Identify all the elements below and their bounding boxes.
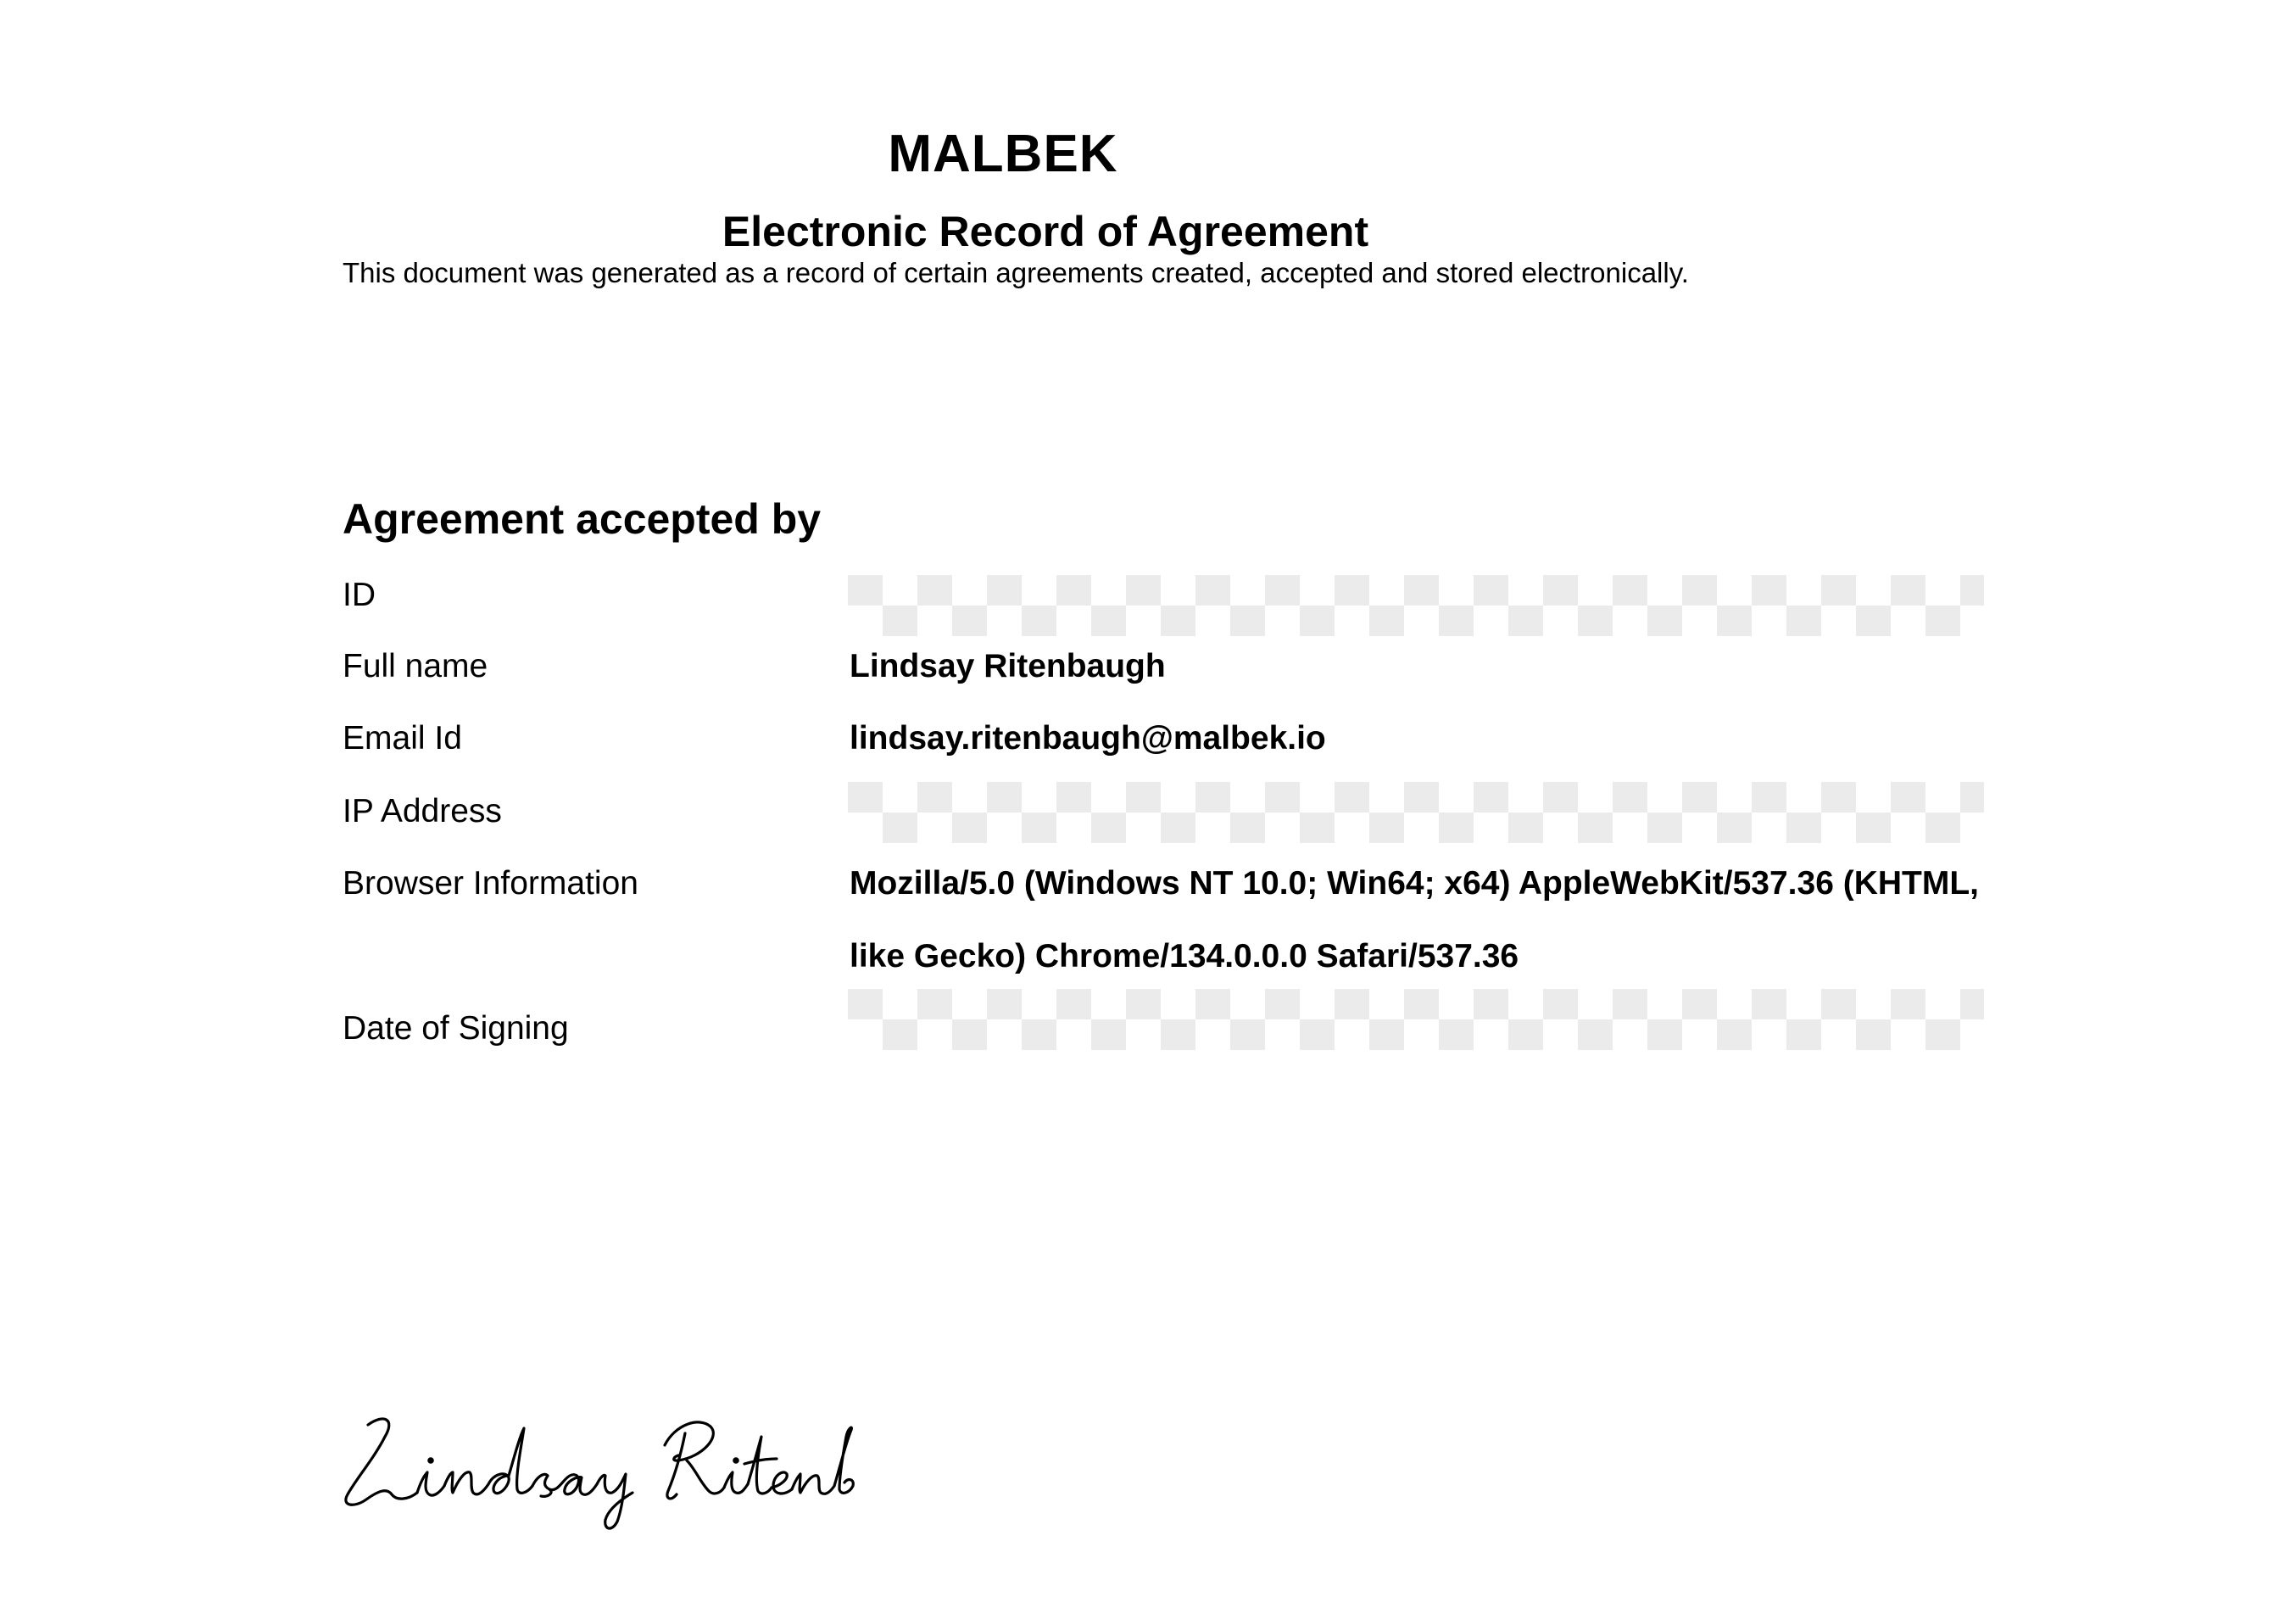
redacted-ip-value — [848, 782, 1984, 843]
field-label-ip-address: IP Address — [343, 793, 502, 829]
redacted-date-value — [848, 989, 1984, 1050]
document-title: Electronic Record of Agreement — [722, 208, 1369, 255]
field-label-id: ID — [343, 577, 376, 613]
field-label-email: Email Id — [343, 720, 462, 757]
section-title-accepted-by: Agreement accepted by — [343, 495, 822, 543]
redacted-id-value — [848, 575, 1984, 636]
handwritten-signature — [336, 1408, 861, 1535]
field-value-browser-line-1: Mozilla/5.0 (Windows NT 10.0; Win64; x64) AppleWebKit/537.36 (KHTML, — [850, 865, 1980, 902]
field-value-browser-line-2: like Gecko) Chrome/134.0.0.0 Safari/537.36 — [850, 938, 1519, 974]
field-label-date-of-signing: Date of Signing — [343, 1010, 569, 1047]
field-label-full-name: Full name — [343, 648, 488, 684]
field-label-browser: Browser Information — [343, 865, 638, 902]
document-description: This document was generated as a record of certain agreements created, accepted and stored electronically. — [343, 257, 1689, 288]
field-value-email: lindsay.ritenbaugh@malbek.io — [850, 720, 1326, 757]
brand-title: MALBEK — [888, 125, 1118, 183]
field-value-full-name: Lindsay Ritenbaugh — [850, 648, 1166, 684]
